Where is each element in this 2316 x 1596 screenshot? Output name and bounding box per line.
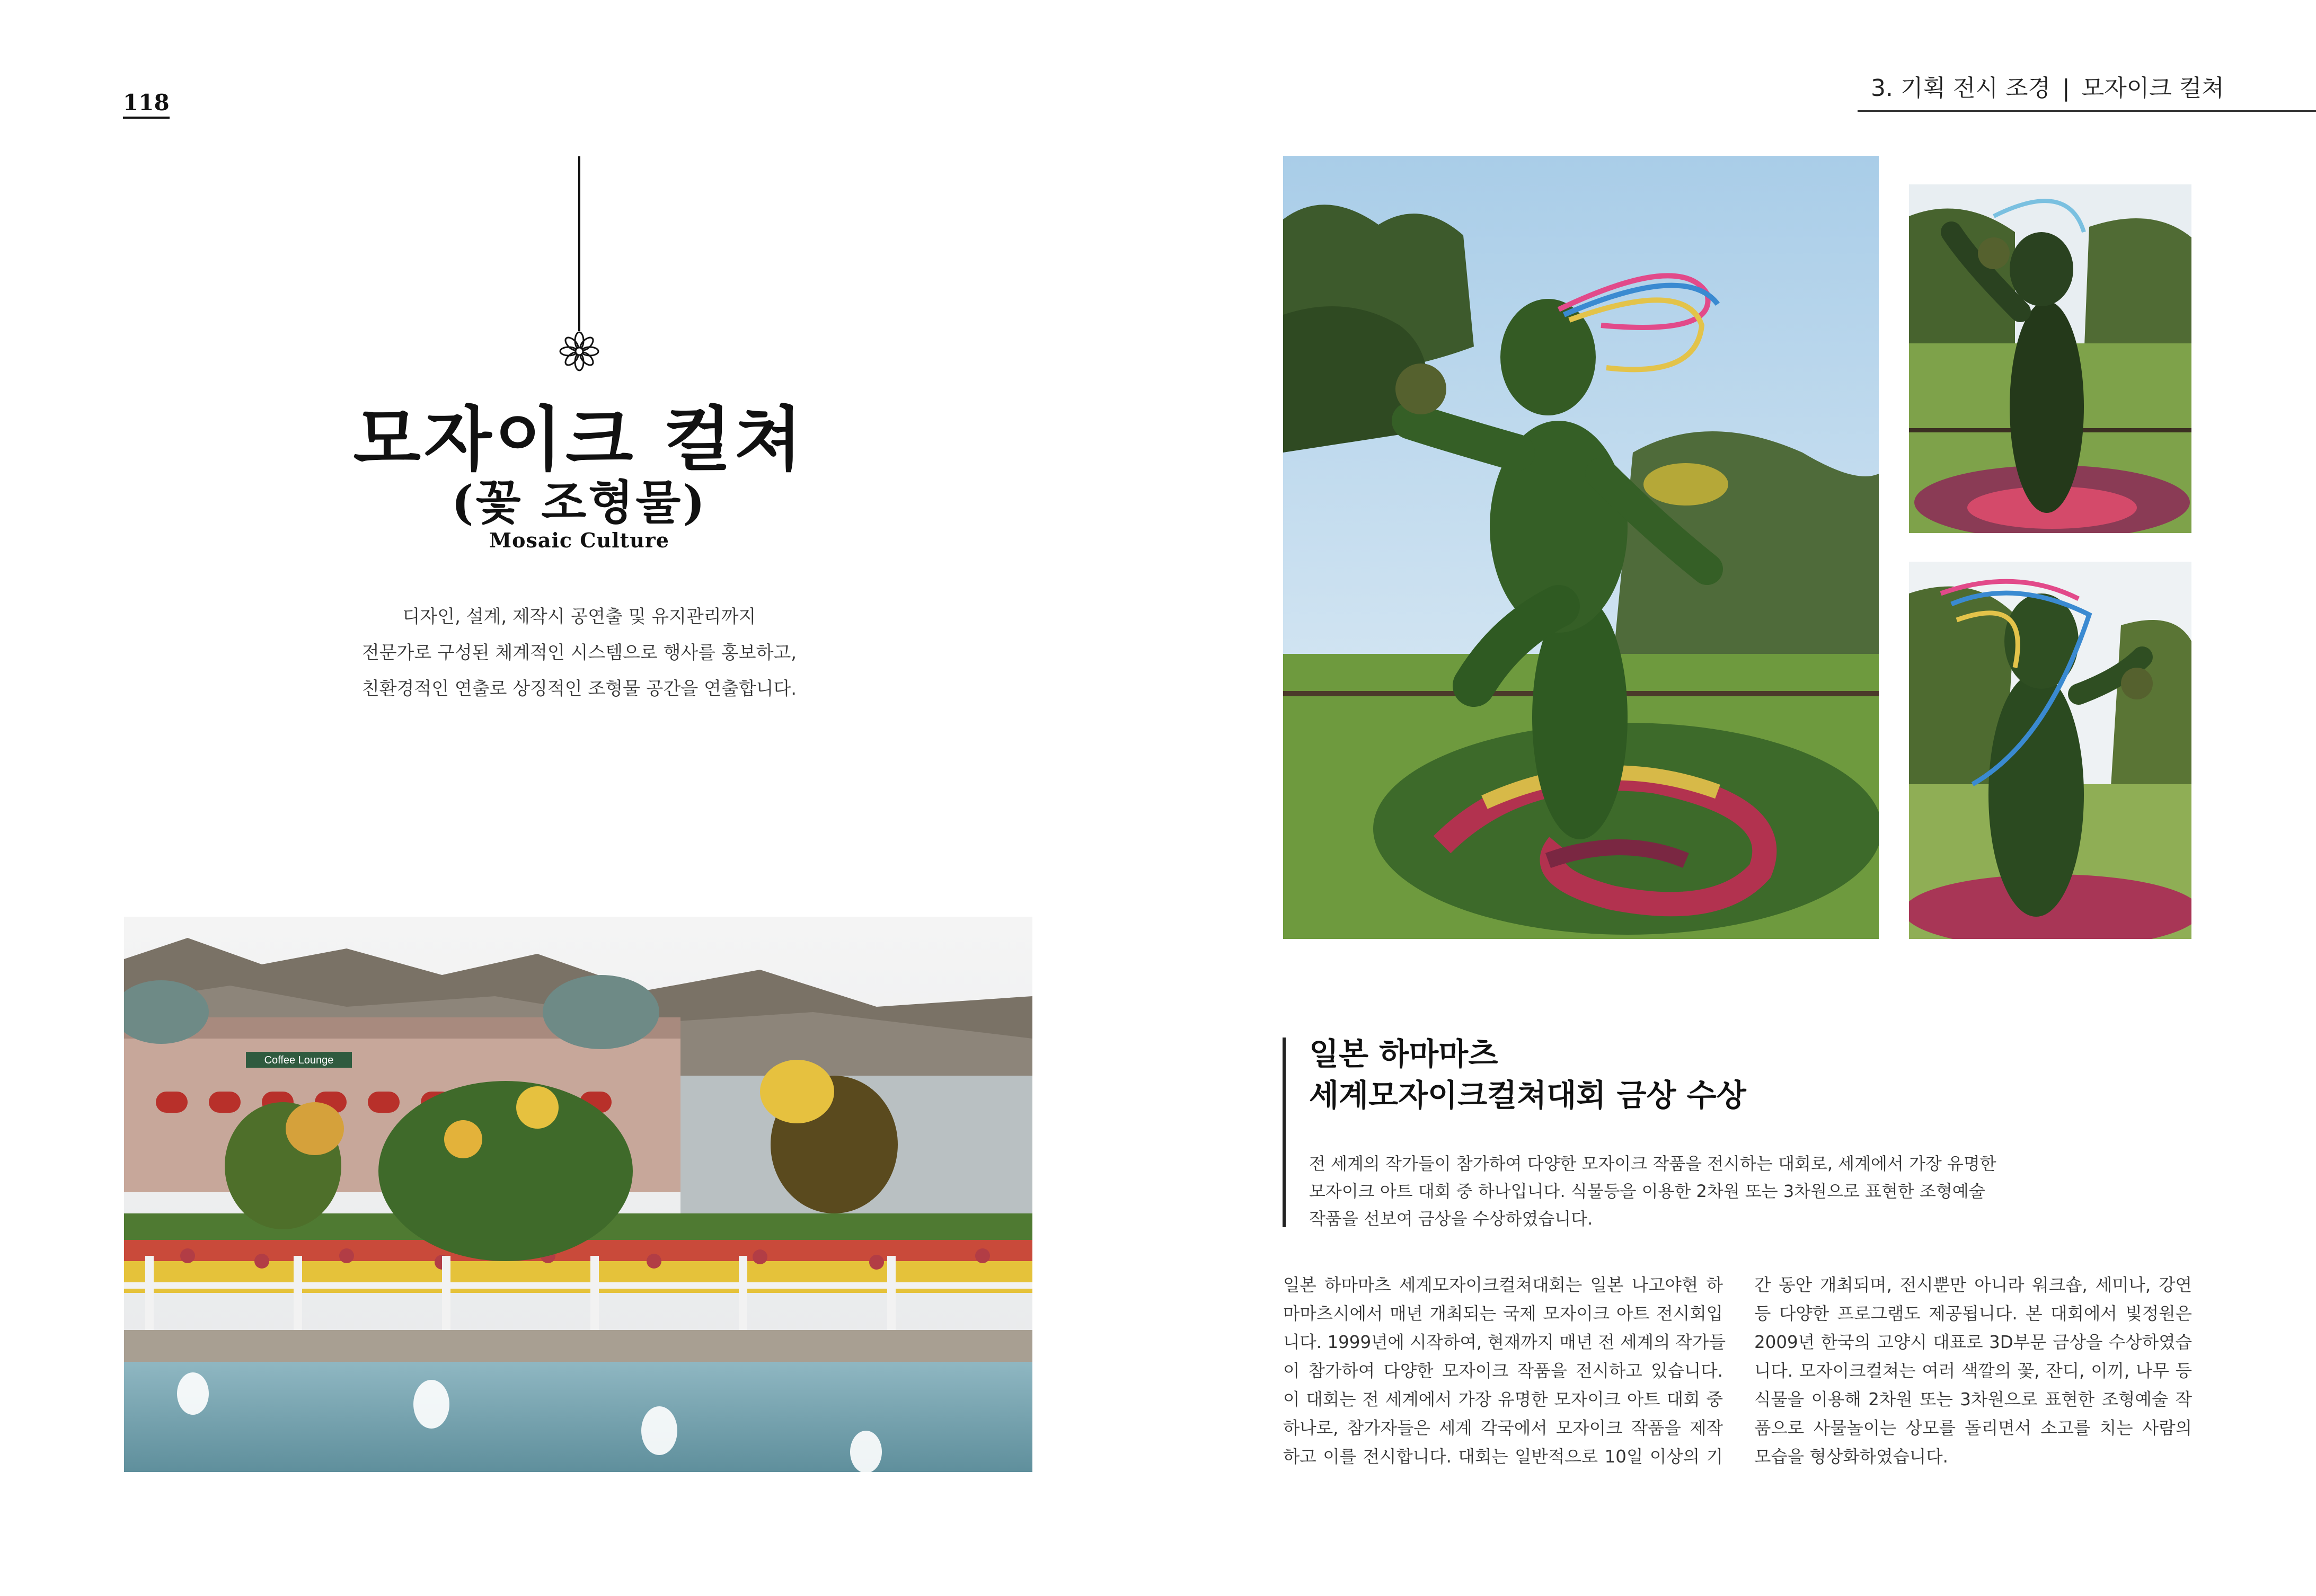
body-line: 품으로 사물놀이는 상모를 돌리면서 소고를 치는 사람의: [1754, 1418, 2192, 1438]
award-summary-line: 전 세계의 작가들이 참가하여 다양한 모자이크 작품을 전시하는 대회로, 세계에서 가장 유명한: [1309, 1154, 1996, 1174]
body-line: 마마츠시에서 매년 개최되는 국제 모자이크 아트 전시회입: [1283, 1304, 1723, 1324]
page-number: 118: [123, 89, 170, 119]
body-line: 니다. 모자이크컬쳐는 여러 색깔의 꽃, 잔디, 이끼, 나무 등: [1754, 1361, 2192, 1381]
body-line: 등 다양한 프로그램도 제공됩니다. 본 대회에서 빛정원은: [1754, 1304, 2192, 1324]
header-rule: [1858, 110, 2316, 112]
body-line: 이 참가하여 다양한 모자이크 작품을 전시하고 있습니다.: [1283, 1361, 1723, 1381]
topiary-bottom-photo: [1909, 562, 2191, 939]
award-summary-line: 작품을 선보여 금상을 수상하였습니다.: [1309, 1209, 1593, 1229]
award-summary-line: 모자이크 아트 대회 중 하나입니다. 식물등을 이용한 2차원 또는 3차원으로 표현한 조형예술: [1309, 1181, 1985, 1201]
ornament-line: [578, 156, 580, 331]
intro-line: 전문가로 구성된 체계적인 시스템으로 행사를 홍보하고,: [361, 642, 797, 663]
topiary-top-photo: [1909, 184, 2191, 533]
section-header: [1871, 69, 2224, 103]
body-line: 일본 하마마츠 세계모자이크컬쳐대회는 일본 나고야현 하: [1283, 1275, 1723, 1295]
section-topic: 모자이크 컬쳐: [2081, 75, 2224, 102]
award-accent-bar: [1283, 1038, 1286, 1227]
body-line: 모습을 형상화하였습니다.: [1754, 1447, 1949, 1467]
topiary-dancer-photo: [1283, 156, 1879, 939]
award-heading: [1309, 1033, 2104, 1116]
english-title: Mosaic Culture: [489, 528, 669, 552]
award-heading-line: 일본 하마마츠: [1309, 1036, 1498, 1072]
flower-icon: [559, 331, 599, 371]
cafe-sign: Coffee Lounge: [264, 1054, 334, 1066]
award-heading-line: 세계모자이크컬쳐대회 금상 수상: [1309, 1077, 1746, 1113]
intro-line: 디자인, 설계, 제작시 공연출 및 유지관리까지: [402, 606, 756, 627]
garden-photo: [124, 917, 1032, 1472]
body-line: 간 동안 개최되며, 전시뿐만 아니라 워크숍, 세미나, 강연: [1754, 1275, 2192, 1295]
body-line: 이 대회는 전 세계에서 가장 유명한 모자이크 아트 대회 중: [1283, 1389, 1723, 1409]
page-subtitle: (꽃 조형물): [452, 475, 707, 530]
body-column-right: [1754, 1271, 2192, 1471]
body-column-left: [1283, 1271, 1726, 1471]
header-separator: |: [2062, 75, 2070, 102]
section-name: 3. 기획 전시 조경: [1871, 75, 2050, 102]
body-line: 2009년 한국의 고양시 대표로 3D부문 금상을 수상하였습: [1754, 1332, 2192, 1352]
body-line: 니다. 1999년에 시작하여, 현재까지 매년 전 세계의 작가들: [1283, 1332, 1726, 1352]
award-summary: [1309, 1150, 2083, 1233]
body-line: 하나로, 참가자들은 세계 각국에서 모자이크 작품을 제작: [1283, 1418, 1723, 1438]
intro-text: [265, 599, 894, 707]
intro-line: 친환경적인 연출로 상징적인 조형물 공간을 연출합니다.: [361, 678, 797, 699]
body-line: 하고 이를 전시합니다. 대회는 일반적으로 10일 이상의 기: [1283, 1447, 1723, 1467]
page-title: 모자이크 컬쳐: [353, 398, 806, 481]
body-line: 식물을 이용해 2차원 또는 3차원으로 표현한 조형예술 작: [1754, 1389, 2192, 1409]
